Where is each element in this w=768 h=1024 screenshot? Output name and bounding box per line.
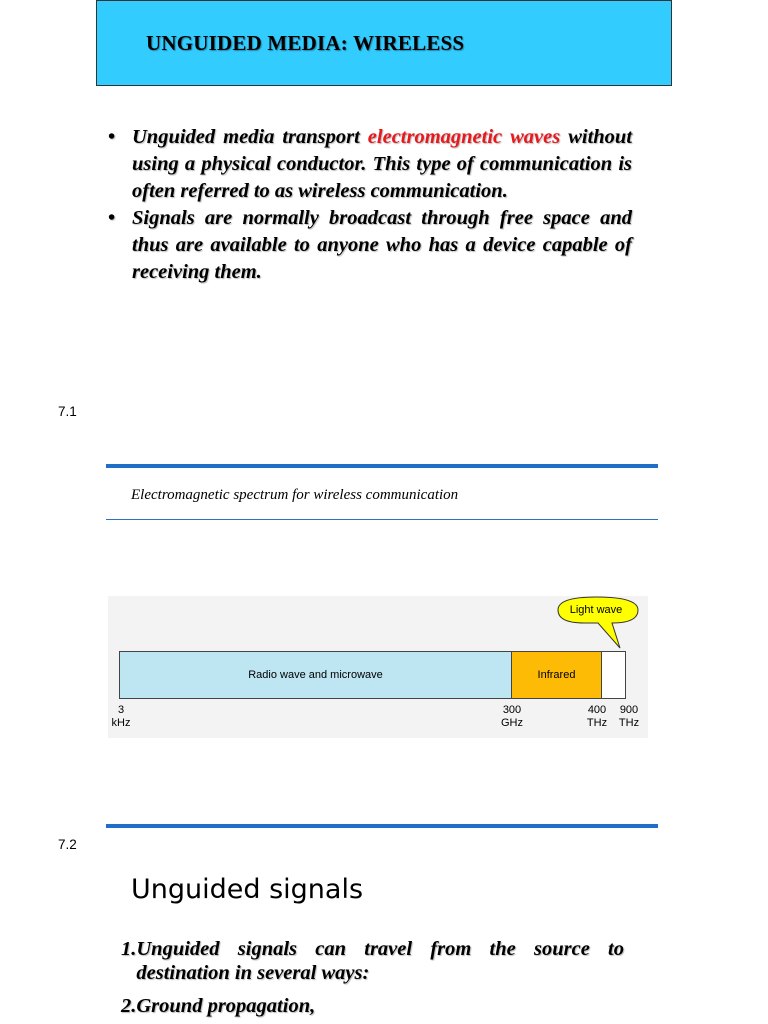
item-text: Ground propagation,: [136, 995, 316, 1017]
figure-caption: Electromagnetic spectrum for wireless communication: [131, 487, 459, 503]
list-item: [121, 994, 624, 1018]
item-text: Unguided signals can travel from the source to destination in several ways:: [136, 938, 624, 984]
caption-top-rule: [106, 464, 658, 468]
section-heading: Unguided signals: [131, 874, 364, 905]
infrared-band-label: Infrared: [537, 669, 576, 681]
slide-bottom-rule: [106, 824, 658, 828]
highlighted-term: electromagnetic waves: [367, 126, 561, 148]
item-number: 1.: [121, 938, 137, 960]
title-banner: [96, 0, 672, 86]
infrared-band: [511, 651, 602, 699]
tick-label: 3 kHz: [111, 704, 131, 729]
tick-label: 300 GHz: [501, 704, 523, 729]
bullet-text: Signals are normally broadcast through free space and thus are available to anyone who has a device capable of receiving them.: [132, 207, 632, 283]
caption-bottom-rule: [106, 519, 658, 520]
radio-band-label: Radio wave and microwave: [248, 669, 383, 681]
page-number: 7.1: [58, 404, 77, 419]
list-item: [121, 937, 624, 985]
bullet-list: [108, 124, 632, 286]
bullet-item: [108, 205, 632, 286]
bullet-dot-icon: •: [108, 126, 116, 148]
bullet-text: Unguided media transport electromagnetic waves without using a physical conductor. This type of communication is often referred to as wireless communication.: [132, 126, 633, 202]
light-wave-callout: Light wave: [569, 604, 623, 616]
tick-label: 400 THz: [586, 704, 608, 729]
radio-microwave-band: [119, 651, 512, 699]
numbered-list: [121, 937, 624, 1018]
spectrum-diagram: [108, 596, 648, 738]
page-number: 7.2: [58, 837, 77, 852]
tick-label: 900 THz: [618, 704, 640, 729]
item-number: 2.: [121, 995, 137, 1017]
slide-title: UNGUIDED MEDIA: WIRELESS: [146, 31, 465, 55]
bullet-item: [108, 124, 632, 205]
light-wave-band: [601, 651, 626, 699]
bullet-dot-icon: •: [108, 207, 116, 229]
